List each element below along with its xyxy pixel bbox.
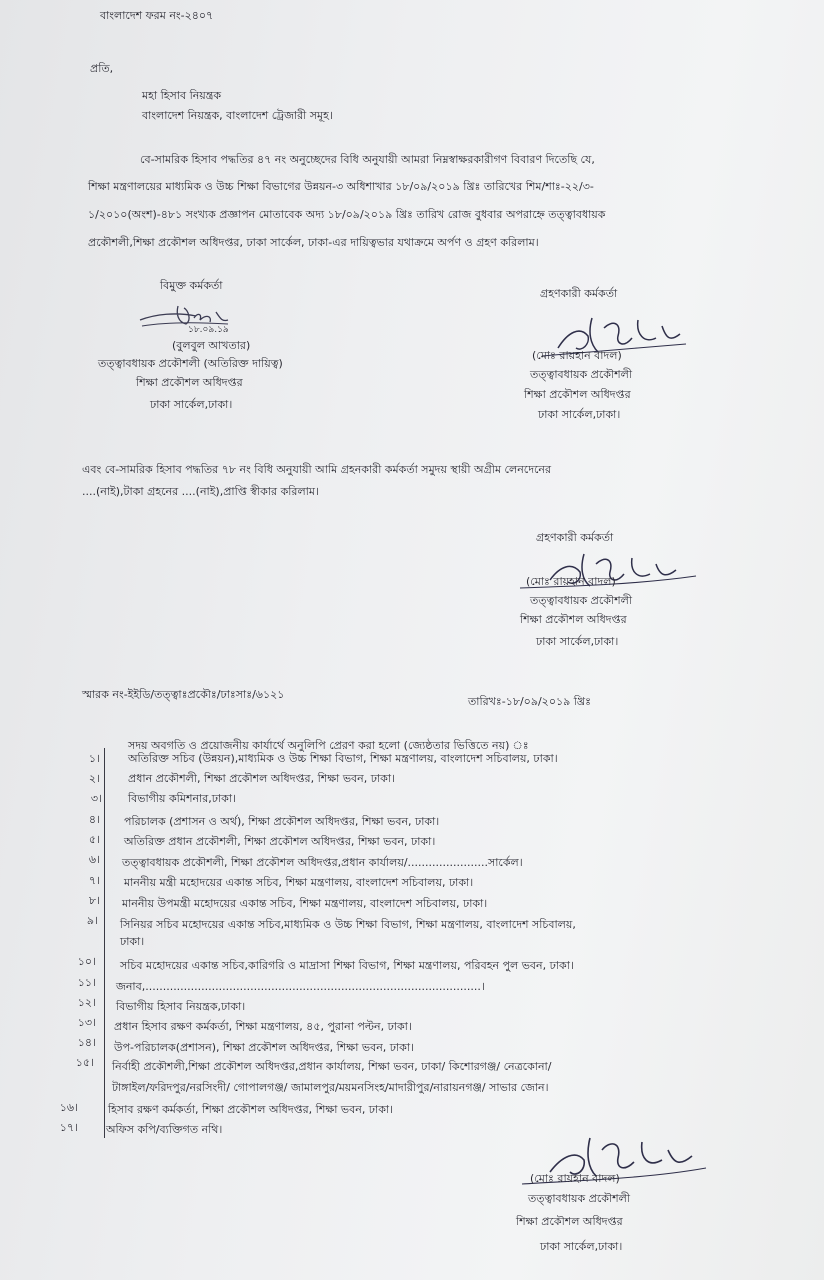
receiving-officer-2-place: ঢাকা সার্কেল,ঢাকা। [536, 635, 619, 648]
receiving-officer-name: (মোঃ রায়হান বাদল) [532, 349, 622, 362]
relieved-officer-office: শিক্ষা প্রকৌশল অধিদপ্তর [136, 376, 243, 389]
copy-number: ২। [88, 772, 100, 785]
copy-item: অতিরিক্ত সচিব (উন্নয়ন),মাধ্যমিক ও উচ্চ শিক্ষা বিভাগ, শিক্ষা মন্ত্রণালয়, বাংলাদেশ সচিবালয়, ঢাকা। [128, 752, 558, 765]
bottom-officer-designation: তত্ত্বাবধায়ক প্রকৌশলী [528, 1192, 630, 1205]
body1-line1: বে-সামরিক হিসাব পদ্ধতির ৪৭ নং অনুচ্ছেদের বিধি অনুযায়ী আমরা নিম্নস্বাক্ষরকারীগণ বিবারণ দিতেছি যে, [140, 153, 595, 166]
body1-line2: শিক্ষা মন্ত্রণালয়ের মাধ্যমিক ও উচ্চ শিক্ষা বিভাগের উন্নয়ন-৩ অধিশাখার ১৮/০৯/২০১৯ খ্রিঃ তারিখের শিম/শাঃ-২২/৩- [88, 180, 594, 193]
copy-number: ১৬। [59, 1101, 78, 1114]
copy-item: নির্বাহী প্রকৌশলী,শিক্ষা প্রকৌশল অধিদপ্তর,প্রধান কার্যালয়, শিক্ষা ভবন, ঢাকা/ কিশোরগঞ্জ/ নেত্রকোনা/ [112, 1060, 552, 1073]
copy-item: উপ-পরিচালক(প্রশাসন), শিক্ষা প্রকৌশল অধিদপ্তর, শিক্ষা ভবন, ঢাকা। [114, 1041, 414, 1054]
receiving-officer-designation: তত্ত্বাবধায়ক প্রকৌশলী [530, 368, 632, 381]
body2-line2: ....(নাই),টাকা গ্রহনের ....(নাই),প্রাপ্তি স্বীকার করিলাম। [82, 485, 319, 498]
body1-line4: প্রকৌশলী,শিক্ষা প্রকৌশল অধিদপ্তর, ঢাকা সার্কেল, ঢাকা-এর দায়িত্বভার যথাক্রমে অর্পণ ও গ্রহণ করিলাম। [88, 236, 539, 249]
bottom-signature [510, 1128, 710, 1198]
copy-item-continued: টাঙ্গাইল/ফরিদপুর/নরসিংদী/ গোপালগঞ্জ/ জামালপুর/ময়মনসিংহ/মাদারীপুর/নারায়নগঞ্জ/ সাভার জোন। [112, 1081, 549, 1094]
memo-date: তারিখঃ-১৮/০৯/২০১৯ খ্রিঃ [468, 695, 591, 708]
form-number: বাংলাদেশ ফরম নং-২৪০৭ [100, 9, 214, 22]
copy-item: তত্ত্বাবধায়ক প্রকৌশলী, শিক্ষা প্রকৌশল অধিদপ্তর,প্রধান কার্যালয়/.......................সার্কেল। [122, 856, 523, 869]
copy-number: ৬। [88, 853, 100, 866]
copy-number: ৫। [88, 833, 100, 846]
bottom-officer-name: (মোঃ রায়হান বাদল) [530, 1172, 620, 1185]
receiving-officer-office: শিক্ষা প্রকৌশল অধিদপ্তর [524, 388, 631, 401]
copy-item: সিনিয়র সচিব মহোদয়ের একান্ত সচিব,মাধ্যমিক ও উচ্চ শিক্ষা বিভাগ, শিক্ষা মন্ত্রণালয়, বাংলাদেশ সচিবালয়, [120, 918, 576, 931]
copy-item: মাননীয় উপমন্ত্রী মহোদয়ের একান্ত সচিব, শিক্ষা মন্ত্রণালয়, বাংলাদেশ সচিবালয়, ঢাকা। [122, 897, 488, 910]
copy-item: পরিচালক (প্রশাসন ও অর্থ), শিক্ষা প্রকৌশল অধিদপ্তর, শিক্ষা ভবন, ঢাকা। [124, 815, 440, 828]
copy-item-continued: ঢাকা। [120, 935, 145, 948]
copy-item: হিসাব রক্ষণ কর্মকর্তা, শিক্ষা প্রকৌশল অধিদপ্তর, শিক্ষা ভবন, ঢাকা। [108, 1103, 394, 1116]
relieved-sign-date: ১৮.০৯.১৯ [188, 325, 229, 335]
copy-item: অফিস কপি/ব্যক্তিগত নথি। [106, 1123, 223, 1136]
receiving-officer-2-name: (মোঃ রায়হান বাদল) [526, 575, 616, 588]
copy-intro: সদয় অবগতি ও প্রয়োজনীয় কার্যার্থে অনুলিপি প্রেরণ করা হলো (জ্যেষ্ঠতার ভিত্তিতে নয়) ঃ [128, 739, 529, 752]
copy-item: অতিরিক্ত প্রধান প্রকৌশলী, শিক্ষা প্রকৌশল অধিদপ্তর, শিক্ষা ভবন, ঢাকা। [124, 835, 436, 848]
copy-number: ৭। [88, 874, 100, 887]
copy-number: ১১। [77, 976, 96, 989]
receiving-officer-2-title: গ্রহণকারী কর্মকর্তা [536, 531, 614, 544]
receiving-officer-title: গ্রহণকারী কর্মকর্তা [540, 287, 618, 300]
copy-number: ৮। [88, 894, 100, 907]
copy-item: বিভাগীয় কমিশনার,ঢাকা। [128, 792, 236, 805]
receiving-officer-2-office: শিক্ষা প্রকৌশল অধিদপ্তর [520, 613, 627, 626]
copy-number: ৩। [90, 792, 102, 805]
relieved-officer-designation: তত্ত্বাবধায়ক প্রকৌশলী (অতিরিক্ত দায়িত্ব) [98, 357, 283, 370]
copy-item: সচিব মহোদয়ের একান্ত সচিব,কারিগরি ও মাদ্রাসা শিক্ষা বিভাগ, শিক্ষা মন্ত্রণালয়, পরিবহন পুল ভবন, ঢাকা। [120, 959, 574, 972]
relieved-officer-name: (বুলবুল আখতার) [172, 339, 251, 352]
copy-item: বিভাগীয় হিসাব নিয়ন্ত্রক,ঢাকা। [116, 1000, 246, 1013]
copy-number: ১৪। [77, 1036, 96, 1049]
body1-line3: ১/২০১০(অংশ)-৪৮১ সংখ্যক প্রজ্ঞাপন মোতাবেক অদ্য ১৮/০৯/২০১৯ খ্রিঃ তারিখ রোজ বুধবার অপরাহ্নে তত্ত্বাবধায়ক [88, 208, 606, 221]
copy-number: ১। [88, 752, 100, 765]
bottom-officer-office: শিক্ষা প্রকৌশল অধিদপ্তর [516, 1215, 623, 1228]
addressee-office: বাংলাদেশ নিয়ন্ত্রক, বাংলাদেশ ট্রেজারী সমূহ। [142, 109, 333, 122]
copy-item: প্রধান প্রকৌশলী, শিক্ষা প্রকৌশল অধিদপ্তর, শিক্ষা ভবন, ঢাকা। [128, 772, 395, 785]
to-label: প্রতি, [90, 62, 114, 75]
relieved-officer-place: ঢাকা সার্কেল,ঢাকা। [150, 398, 233, 411]
copy-item: প্রধান হিসাব রক্ষণ কর্মকর্তা, শিক্ষা মন্ত্রণালয়, ৪৫, পুরানা পল্টন, ঢাকা। [114, 1020, 412, 1033]
copy-number: ১৭। [59, 1121, 78, 1134]
memo-number: স্মারক নং-ইইডি/তত্ত্বাঃপ্রকৌঃ/ঢাঃসাঃ/৬১২১ [82, 688, 285, 701]
relieved-officer-title: বিমুক্ত কর্মকর্তা [160, 279, 223, 292]
receiving-officer-place: ঢাকা সার্কেল,ঢাকা। [538, 408, 621, 421]
copy-number: ১৫। [75, 1056, 94, 1069]
copy-number: ১৩। [77, 1016, 96, 1029]
copy-item: মাননীয় মন্ত্রী মহোদয়ের একান্ত সচিব, শিক্ষা মন্ত্রণালয়, বাংলাদেশ সচিবালয়, ঢাকা। [124, 876, 474, 889]
body2-line1: এবং বে-সামরিক হিসাব পদ্ধতির ৭৮ নং বিধি অনুযায়ী আমি গ্রহনকারী কর্মকর্তা সমুদয় স্থায়ী অগ্রীম লেনদেনের [82, 463, 552, 476]
bottom-officer-place: ঢাকা সার্কেল,ঢাকা। [540, 1240, 623, 1253]
copy-number: ৯। [86, 914, 98, 927]
copy-item: জনাব,................................................................................................। [116, 980, 485, 993]
copy-list-divider [104, 748, 105, 1138]
addressee-title: মহা হিসাব নিয়ন্ত্রক [142, 89, 222, 102]
receiving-officer-2-designation: তত্ত্বাবধায়ক প্রকৌশলী [530, 594, 632, 607]
copy-number: ১২। [77, 996, 96, 1009]
copy-number: ৪। [88, 813, 100, 826]
copy-number: ১০। [77, 955, 96, 968]
